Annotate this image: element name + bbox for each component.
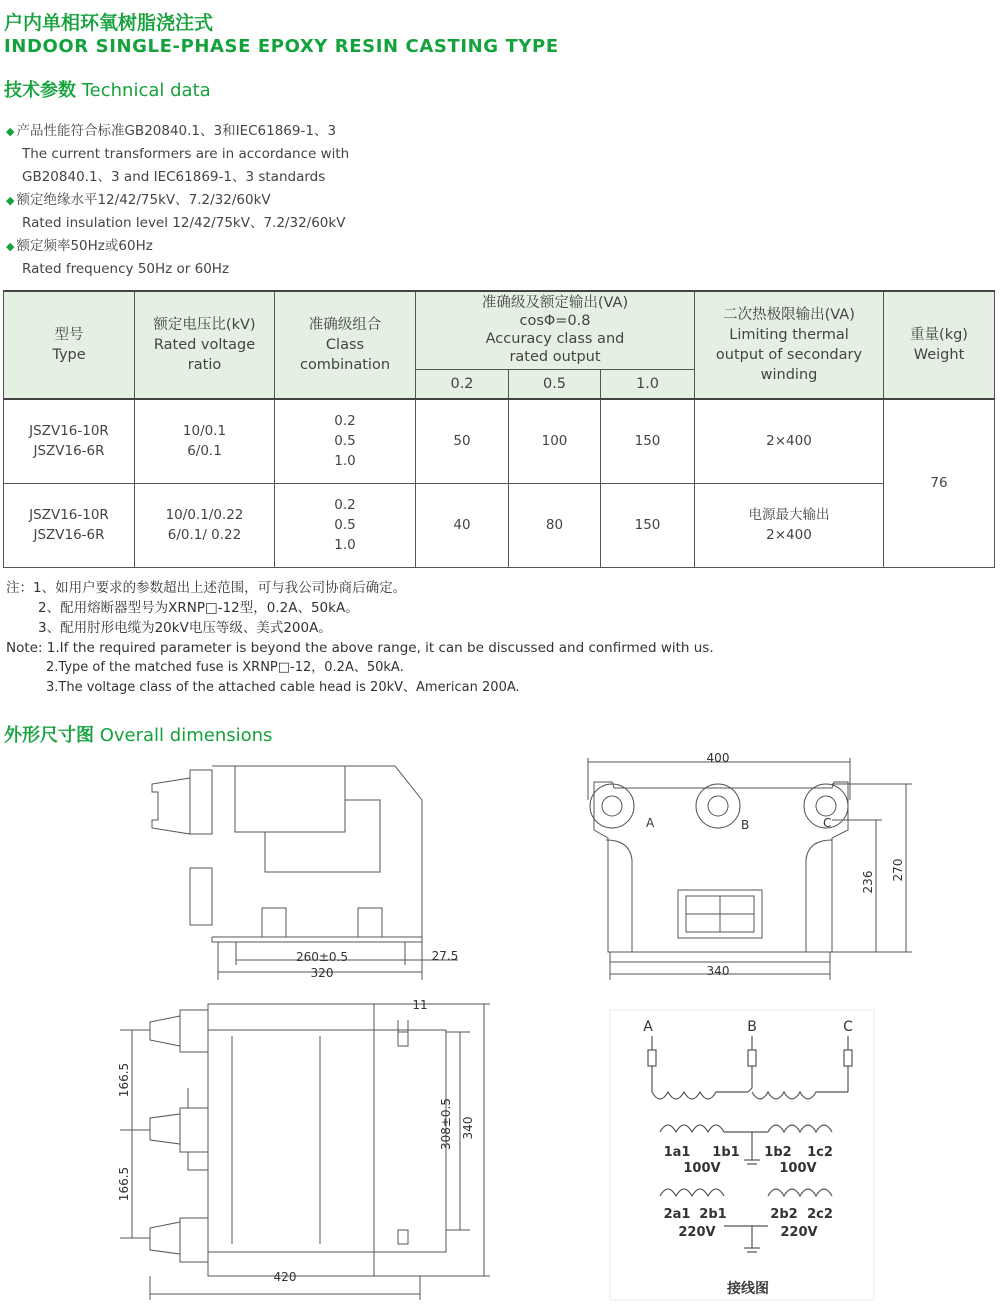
spec-list: [6, 120, 349, 281]
front-dim-236: 236: [861, 870, 875, 894]
top-dim-11: 11: [412, 998, 428, 1012]
top-dim-166-5-b: 166.5: [117, 1166, 131, 1202]
cell-weight: 76: [884, 399, 995, 567]
cell-acc-02: 50: [416, 399, 509, 483]
cell-acc-10: 150: [601, 483, 695, 567]
spec-item: ◆ 产品性能符合标准GB20840.1、3和IEC61869-1、3: [6, 123, 337, 139]
wiring-label-b: B: [747, 1019, 757, 1035]
spec-item-en: GB20840.1、3 and IEC61869-1、3 standards: [22, 169, 326, 185]
top-dim-308: 308±0.5: [439, 1097, 453, 1151]
terminal-2c2: 2c2: [807, 1207, 833, 1222]
cell-acc-05: 80: [509, 483, 601, 567]
note-cn-2: 2、配用熔断器型号为XRNP□-12型，0.2A、50kA。: [38, 600, 359, 616]
voltage-220v-a: 220V: [678, 1225, 716, 1240]
dimension-drawings: [0, 740, 1000, 1307]
front-dim-270: 270: [891, 858, 905, 882]
spec-item-en: The current transformers are in accordance with: [22, 146, 350, 162]
cell-type: JSZV16-10R JSZV16-6R: [4, 399, 135, 483]
note-cn-1: 注：1、如用户要求的参数超出上述范围，可与我公司协商后确定。: [6, 580, 407, 596]
terminal-2b2: 2b2: [770, 1207, 798, 1222]
terminal-1c2: 1c2: [807, 1145, 833, 1160]
wiring-label-a: A: [643, 1019, 653, 1035]
top-dim-340: 340: [461, 1116, 475, 1140]
terminal-2a1: 2a1: [663, 1207, 691, 1222]
terminal-1a1: 1a1: [663, 1145, 691, 1160]
col-header-type: 型号 Type: [4, 291, 135, 399]
diamond-bullet-icon: ◆: [6, 240, 15, 253]
notes-block: [6, 578, 714, 698]
cell-acc-02: 40: [416, 483, 509, 567]
top-dim-166-5-a: 166.5: [117, 1062, 131, 1098]
note-cn-3: 3、配用肘形电缆为20kV电压等级、美式200A。: [38, 620, 332, 636]
cell-type: JSZV16-10R JSZV16-6R: [4, 483, 135, 567]
cell-class: 0.2 0.5 1.0: [275, 483, 416, 567]
terminal-1b2: 1b2: [764, 1145, 792, 1160]
front-view-drawing: [588, 758, 912, 980]
terminal-1b1: 1b1: [712, 1145, 740, 1160]
tech-heading-cn: 技术参数: [4, 80, 76, 101]
dims-heading-cn: 外形尺寸图: [4, 725, 94, 746]
col-header-thermal: 二次热极限输出(VA) Limiting thermal output of secondary winding: [695, 291, 884, 399]
side-dim-320: 320: [310, 966, 334, 980]
col-header-ratio: 额定电压比(kV) Rated voltage ratio: [135, 291, 275, 399]
col-header-acc-02: 0.2: [416, 369, 509, 399]
spec-item: ◆ 额定频率50Hz或60Hz: [6, 238, 153, 254]
spec-item-en: Rated insulation level 12/42/75kV、7.2/32/60kV: [22, 215, 346, 231]
wiring-diagram: [610, 1010, 874, 1300]
wiring-caption: 接线图: [727, 1281, 769, 1297]
side-view-drawing: [152, 766, 458, 980]
cell-thermal: 2×400: [695, 399, 884, 483]
cell-acc-10: 150: [601, 399, 695, 483]
col-header-class: 准确级组合 Class combination: [275, 291, 416, 399]
cell-thermal: 电源最大输出 2×400: [695, 483, 884, 567]
tech-heading-en: Technical data: [81, 80, 211, 101]
front-label-b: B: [741, 818, 750, 832]
page-title-cn: 户内单相环氧树脂浇注式: [4, 12, 214, 34]
diamond-bullet-icon: ◆: [6, 194, 15, 207]
tech-section-heading: [4, 76, 211, 102]
table-row: [4, 399, 995, 483]
cell-acc-05: 100: [509, 399, 601, 483]
cell-class: 0.2 0.5 1.0: [275, 399, 416, 483]
side-dim-27-5: 27.5: [431, 949, 459, 963]
col-header-accuracy: 准确级及额定输出(VA) cosΦ=0.8 Accuracy class and rated output: [416, 291, 695, 369]
col-header-weight: 重量(kg) Weight: [884, 291, 995, 399]
page-title-en: INDOOR SINGLE-PHASE EPOXY RESIN CASTING TYPE: [4, 36, 559, 57]
cell-ratio: 10/0.1 6/0.1: [135, 399, 275, 483]
col-header-acc-05: 0.5: [509, 369, 601, 399]
cell-ratio: 10/0.1/0.22 6/0.1/ 0.22: [135, 483, 275, 567]
terminal-2b1: 2b1: [699, 1207, 727, 1222]
table-row: [4, 483, 995, 567]
note-en-3: 3.The voltage class of the attached cable head is 20kV、American 200A.: [46, 680, 520, 695]
note-en-1: Note: 1.If the required parameter is beyond the above range, it can be discussed and confirmed with us.: [6, 640, 714, 656]
spec-item: ◆ 额定绝缘水平12/42/75kV、7.2/32/60kV: [6, 192, 271, 208]
top-view-drawing: [120, 1004, 490, 1300]
top-dim-420: 420: [273, 1270, 297, 1284]
voltage-220v-b: 220V: [780, 1225, 818, 1240]
side-dim-260: 260±0.5: [295, 950, 349, 964]
front-label-a: A: [646, 816, 655, 830]
front-dim-400: 400: [706, 751, 730, 765]
spec-item-en: Rated frequency 50Hz or 60Hz: [22, 261, 230, 277]
col-header-acc-10: 1.0: [601, 369, 695, 399]
voltage-100v-b: 100V: [779, 1161, 817, 1176]
front-label-c: C: [823, 816, 832, 830]
diamond-bullet-icon: ◆: [6, 125, 15, 138]
technical-data-table: [3, 290, 995, 568]
dims-heading-en: Overall dimensions: [99, 725, 273, 746]
note-en-2: 2.Type of the matched fuse is XRNP□-12，0.2A、50kA.: [46, 660, 404, 675]
front-dim-340: 340: [706, 964, 730, 978]
wiring-label-c: C: [843, 1019, 853, 1035]
voltage-100v-a: 100V: [683, 1161, 721, 1176]
